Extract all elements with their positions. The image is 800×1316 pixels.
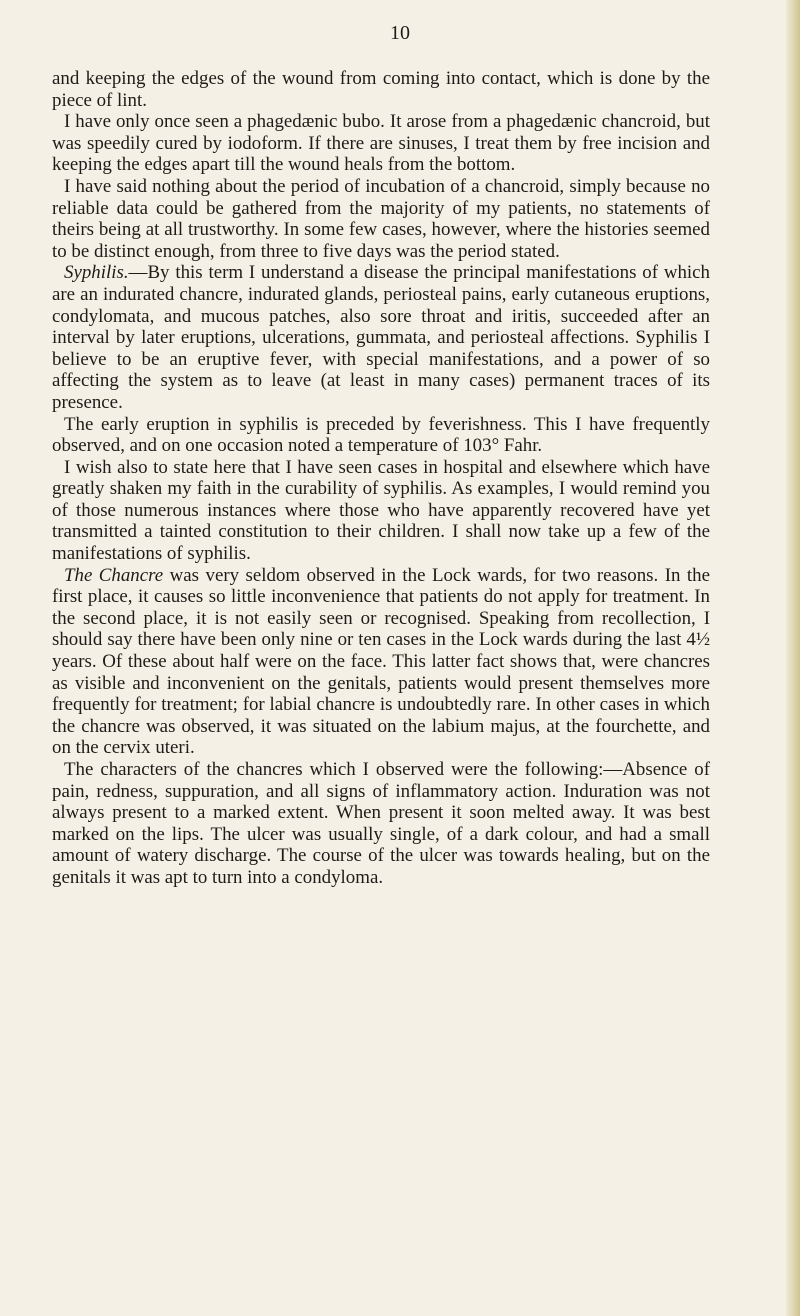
paragraph-lead: Syphilis. [64,262,129,284]
paragraph-text: I have said nothing about the period of incubation of a chancroid, simply because no reliable data could be gathered from the majority of my patients, no statements of theirs being at all trustworthy. In some few cases, however, where the histories seemed to be distinct enough, from three to five days was the period stated. [52,175,710,262]
paragraph [52,759,710,889]
paragraph [52,457,710,565]
paragraph-text: I have only once seen a phagedænic bubo. It arose from a phagedænic chancroid, but was speedily cured by iodoform. If there are sinuses, I treat them by free incision and keeping the edges apart till the wound heals from the bottom. [52,111,710,176]
paragraph [52,262,710,413]
paragraph-text: I wish also to state here that I have seen cases in hospital and elsewhere which have greatly shaken my faith in the curability of syphilis. As examples, I would remind you of those numerous instances where those who have apparently recovered have yet transmitted a tainted constitution to their children. I shall now take up a few of the manifestations of syphilis. [52,456,710,565]
page-edge [786,0,800,1316]
paragraph-text: The characters of the chancres which I observed were the following:—Absence of pain, redness, suppuration, and all signs of inflammatory action. Induration was not always present to a marked extent. When present it soon melted away. It was best marked on the lips. The ulcer was usually single, of a dark colour, and had a small amount of watery discharge. The course of the ulcer was towards healing, but on the genitals it was apt to turn into a condyloma. [52,759,710,888]
paragraph [52,565,710,759]
paragraph [52,414,710,457]
paragraph [52,111,710,176]
paragraph-text: —By this term I understand a disease the principal manifestations of which are an indurated chancre, indurated glands, periosteal pains, early cutaneous eruptions, condylomata, and mucous patches, also sore throat and iritis, succeeded after an interval by later eruptions, ulcerations, gummata, and periosteal affections. Syphilis I believe to be an eruptive fever, with special manifestations, and a power of so affecting the system as to leave (at least in many cases) permanent traces of its presence. [52,262,710,413]
paragraph [52,68,710,111]
paragraph-text: The early eruption in syphilis is preceded by feverishness. This I have frequently observed, and on one occasion noted a temperature of 103° Fahr. [52,413,710,457]
paragraph-text: and keeping the edges of the wound from coming into contact, which is done by the piece of lint. [52,68,710,111]
paragraph [52,176,710,262]
paragraph-text: was very seldom observed in the Lock wards, for two reasons. In the first place, it causes so little inconvenience that patients do not apply for treatment. In the second place, it is not easily seen or recognised. Speaking from recollection, I should say there have been only nine or ten cases in the Lock wards during the last 4½ years. Of these about half were on the face. This latter fact shows that, were chancres as visible and inconvenient on the genitals, patients would present themselves more frequently for treatment; for labial chancre is undoubtedly rare. In other cases in which the chancre was observed, it was situated on the labium majus, at the fourchette, and on the cervix uteri. [52,564,710,759]
body-text [52,68,710,889]
page-number: 10 [390,22,410,44]
paragraph-lead: The Chancre [64,564,164,586]
